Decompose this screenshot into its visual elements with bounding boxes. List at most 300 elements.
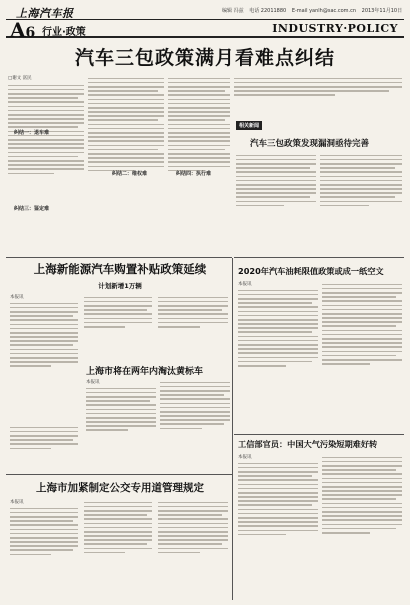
text-line — [160, 407, 230, 409]
text-line — [158, 506, 228, 508]
text-line — [322, 524, 402, 526]
text-line — [160, 403, 230, 405]
text-line — [238, 294, 318, 296]
text-line — [88, 157, 164, 159]
text-line — [320, 192, 402, 194]
text-line — [160, 423, 224, 425]
text-line — [236, 184, 316, 186]
text-line — [322, 457, 402, 459]
text-line — [238, 530, 318, 532]
text-line — [88, 166, 164, 168]
text-line — [8, 101, 84, 103]
text-line — [238, 492, 318, 494]
text-line — [238, 327, 318, 329]
text-line — [322, 359, 402, 361]
text-line — [84, 539, 152, 541]
text-line — [88, 103, 164, 105]
text-line — [322, 355, 396, 357]
story-yellow-byline: 本报讯 — [86, 380, 100, 385]
text-line — [84, 313, 152, 315]
section-bar — [6, 18, 404, 42]
phone-label: 电话 22011880 — [249, 8, 287, 14]
text-line — [158, 297, 228, 299]
text-line — [10, 537, 78, 539]
text-line — [10, 435, 78, 437]
text-line — [168, 157, 230, 159]
text-line — [88, 153, 164, 155]
text-line — [88, 99, 164, 101]
text-line — [234, 82, 402, 84]
story-bus-title: 上海市加紧制定公交专用道管理规定 — [36, 482, 204, 494]
text-line — [160, 419, 230, 421]
story-fuel-col-2 — [322, 281, 402, 430]
text-line — [168, 115, 230, 117]
text-line — [322, 515, 402, 517]
text-line — [322, 478, 402, 480]
text-line — [88, 90, 158, 92]
divider — [6, 474, 232, 475]
text-line — [88, 145, 164, 147]
text-line — [10, 554, 51, 556]
text-line — [8, 126, 78, 128]
text-line — [10, 307, 78, 309]
lead-column-3 — [168, 75, 230, 252]
text-line — [322, 503, 402, 505]
text-line — [168, 136, 230, 138]
text-line — [10, 303, 78, 305]
text-line — [10, 529, 78, 531]
text-line — [320, 201, 402, 203]
text-line — [84, 297, 152, 299]
text-line — [320, 171, 402, 173]
text-line — [322, 498, 396, 500]
text-line — [84, 527, 152, 529]
text-line — [88, 107, 164, 109]
text-line — [322, 288, 402, 290]
text-line — [322, 482, 402, 484]
text-line — [88, 124, 164, 126]
text-line — [10, 357, 78, 359]
editor-label: 编辑 冯兹 — [222, 8, 244, 14]
story-energy-subtitle: 计划新增1万辆 — [98, 282, 142, 290]
story-bus-col-1 — [10, 505, 78, 599]
text-line — [322, 490, 402, 492]
text-line — [168, 78, 230, 80]
text-line — [84, 506, 152, 508]
text-line — [238, 513, 318, 515]
text-line — [322, 292, 402, 294]
text-line — [84, 510, 152, 512]
text-line — [168, 149, 225, 151]
text-line — [84, 309, 147, 311]
text-line — [236, 171, 316, 173]
text-line — [10, 533, 78, 535]
text-line — [160, 386, 230, 388]
story-energy-title: 上海新能源汽车购置补贴政策延续 — [33, 262, 207, 276]
text-line — [320, 184, 402, 186]
text-line — [322, 486, 402, 488]
text-line — [158, 523, 228, 525]
text-line — [10, 443, 78, 445]
text-line — [88, 82, 164, 84]
text-line — [8, 85, 84, 87]
text-line — [84, 301, 152, 303]
text-line — [158, 548, 228, 550]
text-line — [158, 535, 228, 537]
text-line — [10, 328, 78, 330]
text-line — [160, 394, 224, 396]
text-line — [238, 525, 318, 527]
text-line — [84, 514, 147, 516]
text-line — [238, 496, 318, 498]
text-line — [234, 78, 402, 80]
text-line — [168, 90, 225, 92]
text-line — [160, 390, 230, 392]
story-yellow-title: 上海市将在两年内淘汰黄标车 — [86, 367, 204, 377]
text-line — [322, 469, 396, 471]
text-line — [238, 479, 318, 481]
text-line — [238, 302, 312, 304]
text-line — [168, 107, 230, 109]
story-bus-col-3 — [158, 499, 228, 599]
lead-subhead-3: 纠结二：维权难 — [112, 171, 148, 177]
text-line — [10, 324, 78, 326]
text-line — [238, 290, 318, 292]
text-line — [168, 99, 230, 101]
text-line — [10, 427, 78, 429]
story-energy-byline: 本报讯 — [10, 295, 24, 300]
text-line — [158, 309, 222, 311]
text-line — [322, 494, 402, 496]
text-line — [84, 535, 152, 537]
text-line — [88, 111, 164, 113]
text-line — [322, 346, 402, 348]
text-line — [10, 549, 73, 551]
text-line — [322, 317, 402, 319]
divider — [234, 257, 404, 258]
text-line — [238, 467, 318, 469]
text-line — [238, 352, 318, 354]
text-line — [10, 332, 78, 334]
masthead-logo: 上海汽车报 — [16, 7, 74, 20]
text-line — [160, 428, 202, 430]
text-line — [158, 510, 228, 512]
text-line — [238, 517, 318, 519]
text-line — [238, 521, 318, 523]
text-line — [8, 147, 84, 149]
text-line — [322, 313, 402, 315]
text-line — [8, 173, 54, 175]
text-line — [84, 518, 152, 520]
text-line — [88, 119, 158, 121]
text-line — [236, 180, 316, 182]
text-line — [88, 132, 164, 134]
text-line — [322, 325, 396, 327]
text-line — [158, 326, 200, 328]
text-line — [84, 502, 152, 504]
text-line — [10, 508, 78, 510]
text-line — [234, 94, 335, 96]
story-bus-byline: 本报讯 — [10, 500, 24, 505]
story-energy-col-3 — [158, 294, 228, 357]
story-miit-title: 工信部官员：中国大气污染短期难好转 — [238, 439, 378, 449]
text-line — [10, 520, 73, 522]
text-line — [10, 361, 78, 363]
text-line — [86, 413, 156, 415]
text-line — [88, 161, 164, 163]
text-line — [322, 519, 402, 521]
text-line — [322, 309, 402, 311]
text-line — [158, 322, 228, 324]
text-line — [158, 543, 222, 545]
text-line — [320, 196, 395, 198]
text-line — [322, 473, 402, 475]
text-line — [84, 523, 152, 525]
story-yellow-col-2 — [160, 379, 230, 470]
text-line — [84, 543, 147, 545]
text-line — [158, 502, 228, 504]
text-line — [84, 548, 152, 550]
text-line — [236, 205, 284, 207]
text-line — [320, 176, 402, 178]
text-line — [322, 300, 402, 302]
text-line — [8, 168, 84, 170]
text-line — [168, 153, 230, 155]
text-line — [238, 298, 318, 300]
text-line — [238, 357, 318, 359]
text-line — [238, 323, 318, 325]
text-line — [168, 132, 230, 134]
text-line — [86, 409, 156, 411]
text-line — [238, 504, 312, 506]
text-line — [320, 167, 395, 169]
text-line — [88, 136, 164, 138]
text-line — [168, 119, 225, 121]
text-line — [160, 411, 230, 413]
text-line — [158, 552, 200, 554]
text-line — [238, 500, 318, 502]
text-line — [8, 93, 84, 95]
text-line — [8, 122, 84, 124]
section-letter: A6 — [10, 18, 36, 42]
text-line — [322, 507, 402, 509]
header-meta — [222, 7, 406, 14]
divider — [234, 434, 404, 435]
text-line — [238, 534, 286, 536]
text-line — [168, 94, 230, 96]
text-line — [238, 488, 318, 490]
text-line — [236, 192, 316, 194]
text-line — [158, 313, 228, 315]
story-yellow-col-1 — [86, 385, 156, 470]
text-line — [320, 155, 402, 157]
text-line — [236, 159, 316, 161]
lead-subhead-4: 纠结四：执行难 — [176, 171, 212, 177]
text-line — [10, 365, 51, 367]
text-line — [84, 305, 152, 307]
text-line — [158, 527, 228, 529]
text-line — [322, 296, 396, 298]
text-line — [236, 196, 310, 198]
text-line — [84, 318, 152, 320]
text-line — [238, 319, 318, 321]
text-line — [86, 417, 156, 419]
text-line — [86, 388, 156, 390]
text-line — [168, 140, 230, 142]
text-line — [238, 361, 312, 363]
lead-column-4 — [234, 75, 402, 115]
text-line — [10, 516, 78, 518]
text-line — [168, 128, 230, 130]
text-line — [238, 306, 318, 308]
text-line — [238, 315, 318, 317]
text-line — [88, 94, 164, 96]
text-line — [86, 396, 156, 398]
text-line — [158, 518, 228, 520]
text-line — [10, 340, 78, 342]
text-line — [10, 311, 78, 313]
text-line — [10, 439, 73, 441]
text-line — [238, 365, 286, 367]
email-label: E-mail yanlh@sac.com.cn — [291, 8, 357, 14]
page-header — [4, 5, 406, 19]
related-column-2 — [320, 152, 402, 252]
text-line — [10, 336, 78, 338]
text-line — [8, 156, 78, 158]
text-line — [320, 188, 402, 190]
story-energy-col-2 — [84, 294, 152, 357]
column-divider — [232, 258, 233, 600]
text-line — [236, 163, 316, 165]
related-news-title: 汽车三包政策发现漏洞亟待完善 — [250, 139, 370, 149]
text-line — [168, 103, 230, 105]
section-name: 行业·政策 — [42, 27, 86, 38]
text-line — [88, 149, 158, 151]
text-line — [86, 429, 128, 431]
text-line — [238, 336, 318, 338]
text-line — [8, 89, 84, 91]
text-line — [322, 528, 396, 530]
text-line — [320, 163, 402, 165]
text-line — [8, 139, 84, 141]
text-line — [238, 344, 318, 346]
text-line — [8, 114, 84, 116]
text-line — [88, 140, 164, 142]
text-line — [88, 128, 164, 130]
text-line — [86, 400, 150, 402]
text-line — [160, 382, 230, 384]
text-line — [10, 512, 78, 514]
text-line — [10, 353, 78, 355]
text-line — [320, 180, 402, 182]
text-line — [322, 532, 370, 534]
text-line — [10, 545, 78, 547]
text-line — [238, 475, 312, 477]
text-line — [238, 509, 318, 511]
text-line — [8, 143, 84, 145]
text-line — [86, 421, 156, 423]
page-headline: 汽车三包政策满月看难点纠结 — [74, 47, 335, 69]
text-line — [236, 188, 316, 190]
text-line — [236, 201, 316, 203]
text-line — [10, 315, 73, 317]
text-line — [322, 342, 402, 344]
text-line — [158, 539, 228, 541]
text-line — [8, 97, 78, 99]
story-energy-col-1b — [10, 424, 78, 470]
text-line — [10, 524, 78, 526]
text-line — [84, 322, 152, 324]
lead-column-1 — [8, 82, 84, 252]
text-line — [168, 161, 230, 163]
text-line — [8, 106, 84, 108]
text-line — [8, 164, 84, 166]
story-miit-byline: 本报讯 — [238, 455, 252, 460]
story-fuel-title: 2020年汽车油耗限值政策或成一纸空文 — [238, 266, 384, 276]
text-line — [322, 465, 402, 467]
story-fuel-col-1 — [238, 287, 318, 430]
text-line — [168, 82, 230, 84]
text-line — [238, 311, 318, 313]
text-line — [10, 448, 51, 450]
lead-byline: □谢文 富民 — [8, 76, 32, 81]
text-line — [10, 349, 78, 351]
text-line — [8, 152, 84, 154]
text-line — [236, 176, 316, 178]
text-line — [168, 145, 230, 147]
text-line — [322, 511, 402, 513]
text-line — [88, 86, 164, 88]
text-line — [168, 166, 230, 168]
story-miit-col-1 — [238, 460, 318, 599]
text-line — [8, 160, 84, 162]
divider — [6, 257, 232, 258]
text-line — [10, 431, 78, 433]
text-line — [322, 363, 370, 365]
story-energy-col-1 — [10, 300, 78, 420]
text-line — [10, 541, 78, 543]
text-line — [234, 86, 402, 88]
issue-date: 2013年11月10日 — [361, 8, 403, 14]
text-line — [238, 331, 312, 333]
text-line — [88, 78, 164, 80]
text-line — [168, 124, 230, 126]
story-miit-col-2 — [322, 454, 402, 599]
text-line — [238, 463, 318, 465]
text-line — [158, 301, 228, 303]
text-line — [238, 348, 318, 350]
lead-subhead-1: 纠结一：退车难 — [14, 130, 50, 136]
text-line — [158, 514, 222, 516]
text-line — [238, 484, 318, 486]
text-line — [238, 340, 318, 342]
text-line — [322, 330, 402, 332]
text-line — [160, 415, 230, 417]
text-line — [10, 319, 78, 321]
text-line — [234, 90, 389, 92]
text-line — [158, 318, 228, 320]
text-line — [84, 326, 125, 328]
text-line — [322, 351, 402, 353]
text-line — [8, 110, 84, 112]
text-line — [168, 86, 230, 88]
text-line — [84, 552, 125, 554]
section-name-en: INDUSTRY·POLICY — [272, 22, 398, 35]
text-line — [88, 115, 164, 117]
text-line — [86, 392, 156, 394]
text-line — [322, 334, 402, 336]
text-line — [238, 471, 318, 473]
